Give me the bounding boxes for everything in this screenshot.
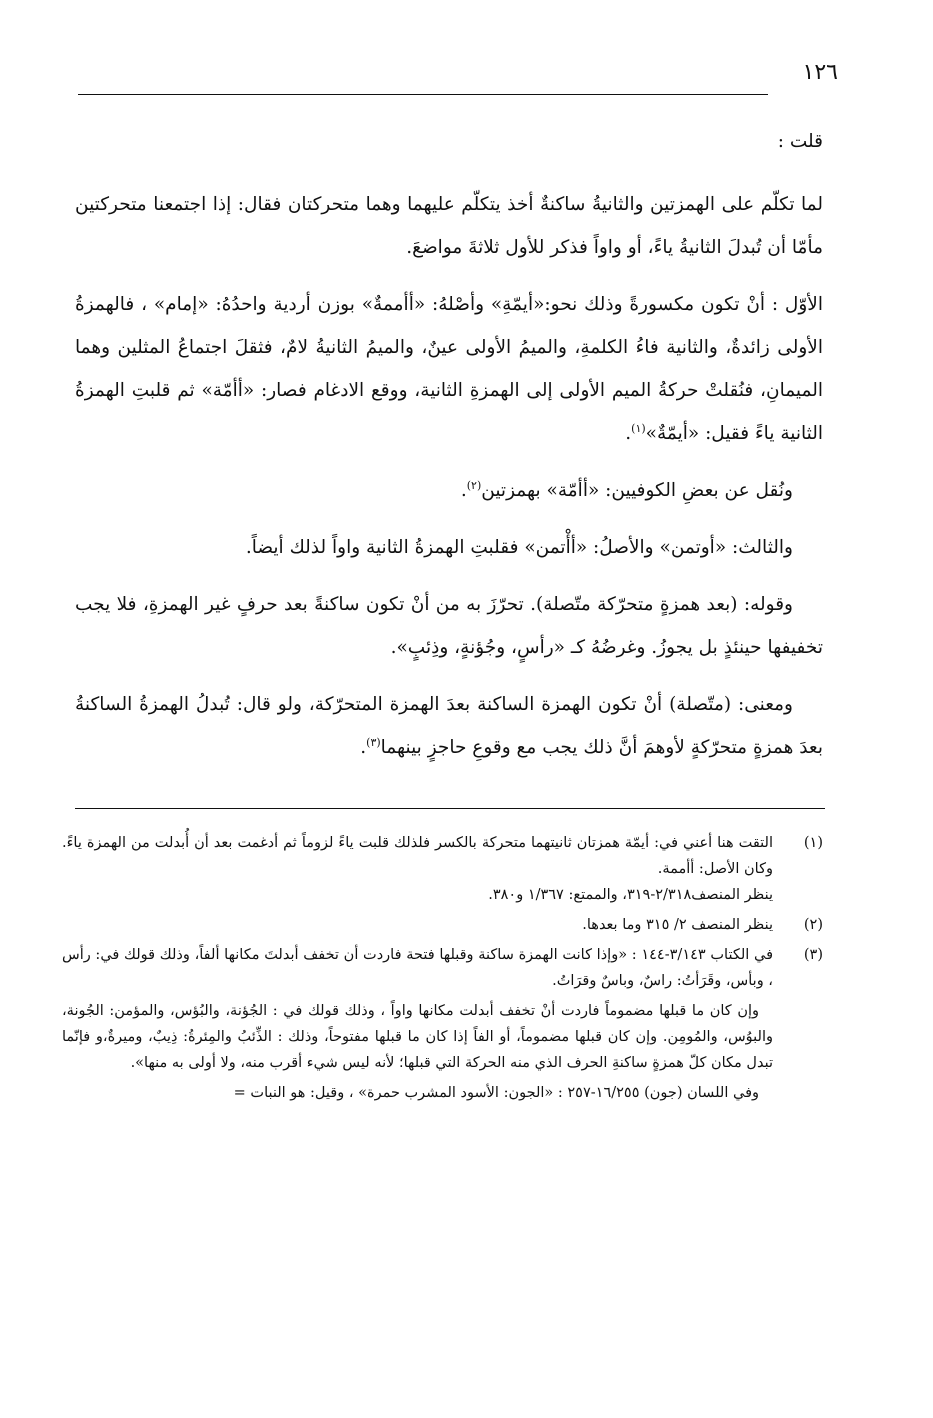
paragraph-4: والثالث: «أوتمن» والأصلُ: «أأْتمن» فقلبتِ الهمزةُ الثانية واواً لذلك أيضاً. [245,537,793,558]
footnote-1-text: التقت هنا أعني في: أيمّة همزتان ثانيتهما متحركة بالكسر فلذلك قلبت ياءً لزوماً ثم أدغمت بعد أن أُبدلت من الهمزة ياءً. وكان الأصل: أأممة. [62,835,773,877]
footnotes [62,830,823,1110]
page-number: ١٢٦ [802,60,838,85]
footnote-2-text: ينظر المنصف ٢/ ٣١٥ وما بعدها. [582,917,773,933]
section-heading: قلت : [777,131,823,152]
footnote-1-reference: ينظر المنصف٢/٣١٨-٣١٩، والممتع: ١/٣٦٧ و٣٨٠. [488,887,773,903]
footnote-1 [62,830,823,908]
footnote-1-number: (١) [803,835,823,851]
footnote-ref-3[interactable]: (٣) [366,735,381,749]
paragraph-1: لما تكلّم على الهمزتين والثانيةُ ساكنةٌ أخذ يتكلّم عليهما وهما متحركتان فقال: إذا اجتمعنا متحركتين مأمّا أن تُبدلَ الثانيةُ ياءً، أو واواً فذكر للأول ثلاثةَ مواضعَ. [75,194,823,258]
paragraph-3: ونُقل عن بعضِ الكوفيين: «أأمّة» بهمزتين$^{(٢)}$. [460,478,793,501]
footnote-3-number: (٣) [803,947,823,963]
paragraph-6-text: ومعنى: (متّصلة) أنْ تكون الهمزة الساكنة بعدَ الهمزة المتحرّكة، ولو قال: تُبدلُ الهمزةُ الساكنةُ بعدَ همزةٍ متحرّكةٍ لأوهمَ أنَّ ذلك يجب مع وقوعِ حاجزٍ بينهما [75,694,823,758]
footnote-3-text: في الكتاب ٣/١٤٣-١٤٤ : «وإذا كانت الهمزة ساكنة وقبلها فتحة فاردت أن تخفف أبدلتَ مكانها ألفاً، وذلك قولك في: رأس ، وبأس، وقَرَأتُ: راسٌ، وباسٌ وقرَاتُ. [62,947,774,989]
footnote-3-continuation: وإن كان ما قبلها مضموماً فاردت أنْ تخفف أبدلت مكانها واواً ، وذلك قولك في : الجُؤنة، والبُؤس، والمؤمن: الجُونة، والبوُس، والمُومِن. وإن كان قبلها مضموماً، أو الفاً إذا كان ما قبلها مفتوحاً، وذلك : الذِّئبُ والمِئرةُ: ذِيبٌ، وميرةٌ،و فإنّما تبدل مكان كلّ همزةٍ ساكنةِ الحرف الذي منه الحركة التي قبلها؛ لأنه ليس شيء أقرب منه، ولا أولى به منها». [62,1003,773,1071]
footnote-2 [62,912,823,938]
main-text [75,120,823,783]
paragraph-5: وقوله: (بعد همزةٍ متحرّكة متّصلة). تحرّزَ به من أنْ تكون ساكنةً بعد حرفٍ غير الهمزةِ، فلا يجب تخفيفها حينئذٍ بل يجوزُ. وغرضُهُ كـ «رأسٍ، وجُؤنةٍ، وذِئبٍ». [75,594,823,658]
paragraph-2: الأوّل : أنْ تكون مكسورةً وذلك نحو:«أيمّةِ» وأصْلهُ: «أأممةٌ» بوزن أردية واحدُهُ: «إمام» ، فالهمزةُ الأولى زائدةٌ، والثانية فاءُ الكلمةِ، والميمُ الأولى عينٌ، والميمُ الثانيةُ لامٌ، فثقلَ اجتماعُ المثلين وهما الميمانِ، فنُقلتْ حركةُ الميم الأولى إلى الهمزةِ الثانية، ووقع الادغام فصار: «أأمّة» ثم قلبتِ الهمزةُ الثانية ياءً فقيل: «أيمّةٌ»$^{(١)}$. [75,294,823,444]
footnote-2-number: (٢) [803,917,823,933]
footnote-ref-1[interactable]: (١) [631,421,646,435]
paragraph-3-text: ونُقل عن بعضِ الكوفيين: «أأمّة» بهمزتين [481,480,793,501]
footnote-3-lisan: وفي اللسان (جون) ١٦/٢٥٥-٢٥٧ : «الجون: الأسود المشرب حمرة» ، وقيل: هو النبات = [233,1085,759,1101]
footnotes-rule [75,808,825,809]
footnote-3 [62,942,823,1106]
paragraph-2-text: الأوّل : أنْ تكون مكسورةً وذلك نحو:«أيمّةِ» وأصْلهُ: «أأممةٌ» بوزن أردية واحدُهُ: «إمام» ، فالهمزةُ الأولى زائدةٌ، والثانية فاءُ الكلمةِ، والميمُ الأولى عينٌ، والميمُ الثانيةُ لامٌ، فثقلَ اجتماعُ المثلين وهما الميمانِ، فنُقلتْ حركةُ الميم الأولى إلى الهمزةِ الثانية، ووقع الادغام فصار: «أأمّة» ثم قلبتِ الهمزةُ الثانية ياءً فقيل: «أيمّةٌ» [75,294,823,444]
paragraph-6: ومعنى: (متّصلة) أنْ تكون الهمزة الساكنة بعدَ الهمزة المتحرّكة، ولو قال: تُبدلُ الهمزةُ الساكنةُ بعدَ همزةٍ متحرّكةٍ لأوهمَ أنَّ ذلك يجب مع وقوعِ حاجزٍ بينهما$^{(٣)}$. [75,694,823,758]
header-rule [78,94,768,95]
footnote-ref-2[interactable]: (٢) [466,478,482,492]
